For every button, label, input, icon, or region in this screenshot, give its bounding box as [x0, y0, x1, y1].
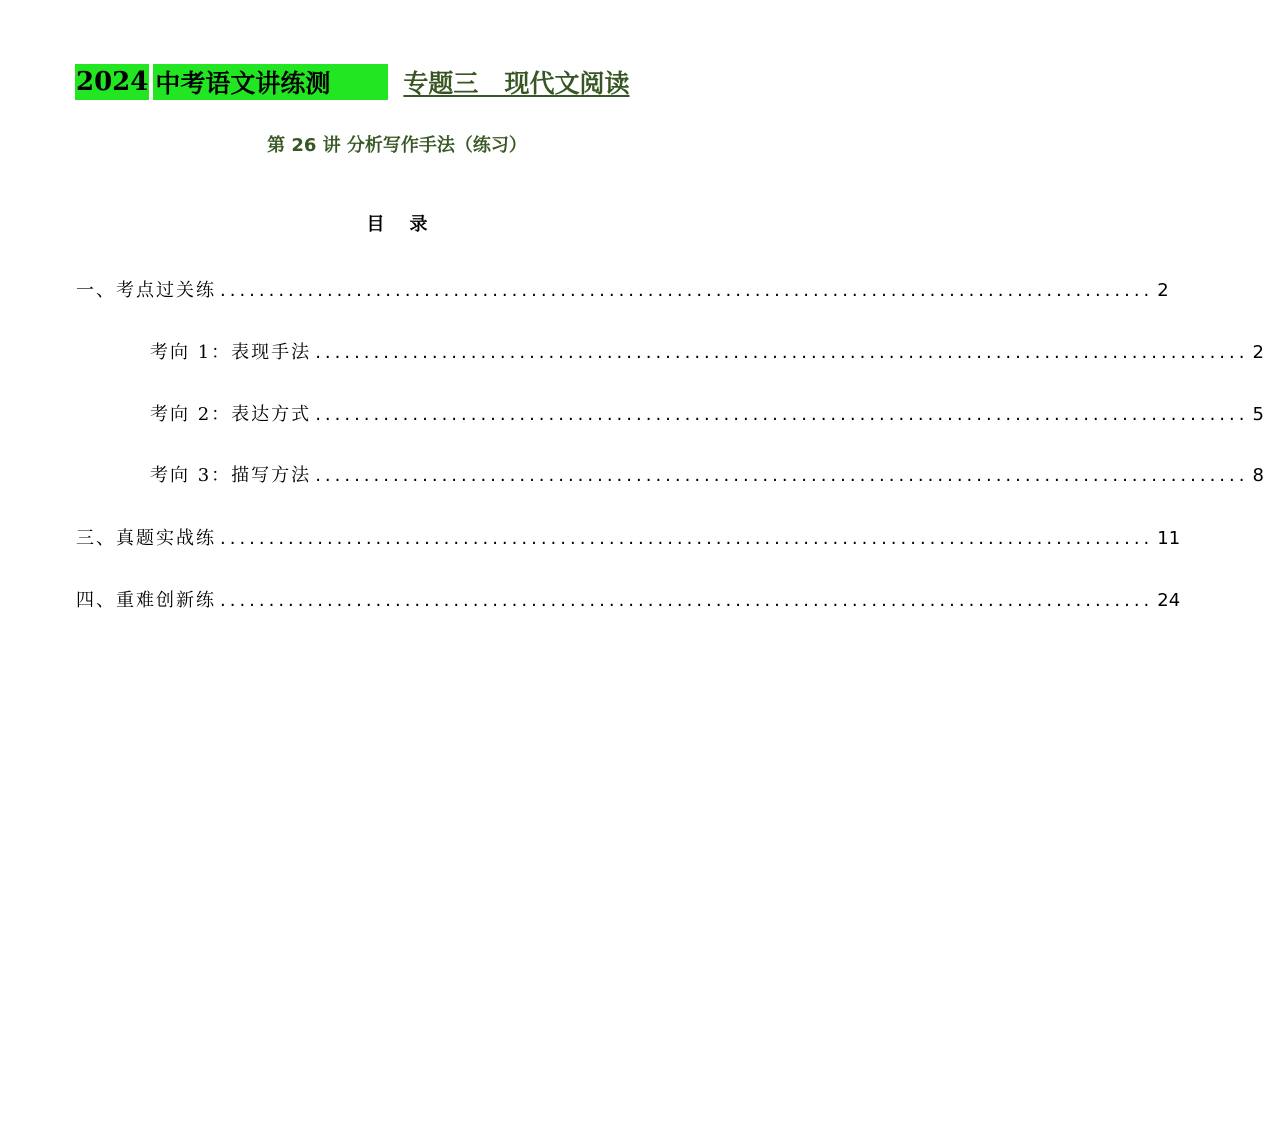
toc-entry-label: 考向 3：描写方法: [150, 465, 312, 486]
toc-leader-dots: ................................................................................................: [220, 590, 1154, 611]
toc-entry-page: 11: [1157, 528, 1181, 549]
toc-leader-dots: ................................................................................................: [220, 280, 1154, 301]
toc-entry-label: 一、考点过关练: [76, 280, 216, 301]
toc-entry-label: 考向 2：表达方式: [150, 404, 312, 425]
toc-entry-kaoxiang-2[interactable]: [150, 400, 1264, 426]
header-topic: 专题三 现代文阅读: [403, 69, 630, 98]
toc-entry-chuangxin[interactable]: [76, 586, 1181, 612]
toc-entry-zhenti[interactable]: [76, 524, 1181, 550]
toc-leader-dots: ................................................................................................: [315, 404, 1249, 425]
toc-entry-kaodian[interactable]: [76, 276, 1169, 302]
toc-leader-dots: ................................................................................................: [220, 528, 1154, 549]
header-series-name: 中考语文讲练测: [153, 64, 388, 100]
toc-entry-kaoxiang-3[interactable]: [150, 461, 1264, 487]
toc-entry-page: 8: [1252, 465, 1264, 486]
toc-entry-label: 考向 1：表现手法: [150, 342, 312, 363]
toc-leader-dots: ................................................................................................: [315, 342, 1249, 363]
toc-entry-page: 2: [1157, 280, 1169, 301]
document-header: [75, 64, 630, 100]
lesson-subtitle: 第 26 讲 分析写作手法（练习）: [267, 135, 527, 156]
toc-entry-page: 5: [1252, 404, 1264, 425]
toc-entry-kaoxiang-1[interactable]: [150, 338, 1264, 364]
toc-entry-page: 2: [1252, 342, 1264, 363]
header-year: 2024: [75, 64, 149, 100]
toc-entry-label: 四、重难创新练: [76, 590, 216, 611]
toc-leader-dots: ................................................................................................: [315, 465, 1249, 486]
toc-entry-label: 三、真题实战练: [76, 528, 216, 549]
toc-entry-page: 24: [1157, 590, 1181, 611]
toc-title: 目 录: [366, 214, 428, 235]
